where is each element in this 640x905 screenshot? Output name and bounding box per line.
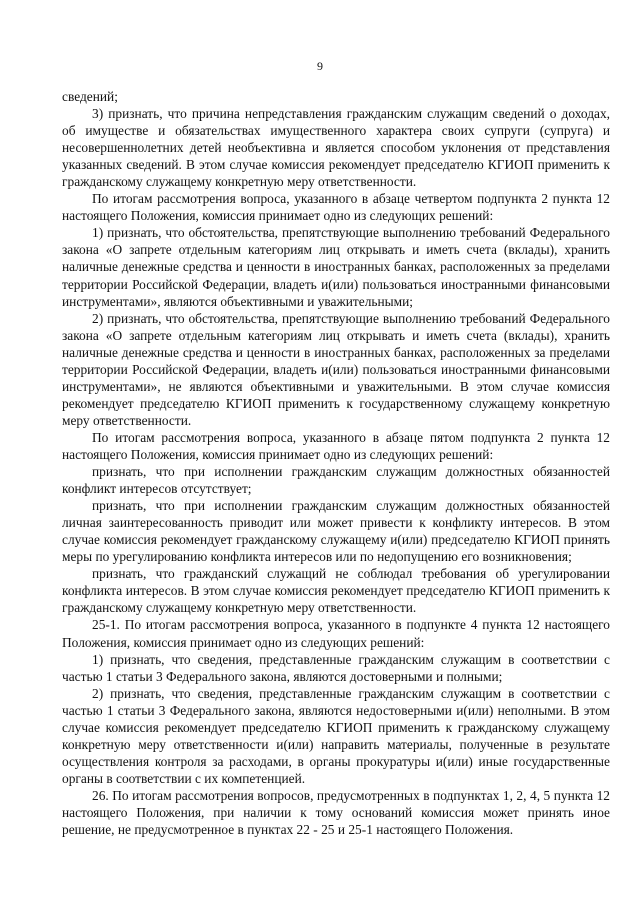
- page-number: 9: [317, 59, 323, 73]
- document-body: [62, 88, 610, 838]
- paragraph-1: сведений;: [62, 89, 118, 104]
- paragraph-7: признать, что при исполнении гражданским служащим должностных обязанностей конфликт интересов отсутствует;: [62, 464, 610, 497]
- paragraph-13: 26. По итогам рассмотрения вопросов, предусмотренных в подпунктах 1, 2, 4, 5 пункта 12 настоящего Положения, при наличии к тому оснований комиссия может принять иное решение, не предусмотренное в пунктах 22 - 25 и 25-1 настоящего Положения.: [62, 787, 610, 838]
- paragraph-9: признать, что гражданский служащий не соблюдал требования об урегулировании конфликта интересов. В этом случае комиссия рекомендует председателю КГИОП применить к гражданскому служащему конкретную меру ответственности.: [62, 566, 610, 616]
- paragraph-5: 2) признать, что обстоятельства, препятствующие выполнению требований Федерального закона «О запрете отдельным категориям лиц открывать и иметь счета (вклады), хранить наличные денежные средства и ценности в иностранных банках, расположенных за пределами территории Российской Федерации, владеть и(или) пользоваться иностранными финансовыми инструментами», не являются объективными и уважительными. В этом случае комиссия рекомендует председателю КГИОП применить к государственному служащему конкретную меру ответственности.: [62, 310, 610, 428]
- paragraph-4: 1) признать, что обстоятельства, препятствующие выполнению требований Федерального закона «О запрете отдельным категориям лиц открывать и иметь счета (вклады), хранить наличные денежные средства и ценности в иностранных банках, расположенных за пределами территории Российской Федерации, владеть и(или) пользоваться иностранными финансовыми инструментами», являются объективными и уважительными;: [62, 225, 610, 309]
- paragraph-12: 2) признать, что сведения, представленные гражданским служащим в соответствии с частью 1 статьи 3 Федерального закона, являются недостоверными и(или) неполными. В этом случае комиссия рекомендует председателю КГИОП применить к гражданскому служащему конкретную меру ответственности и(или) направить материалы, полученные в результате осуществления контроля за расходами, в органы прокуратуры и(или) иные государственные органы в соответствии с их компетенцией.: [62, 685, 610, 786]
- paragraph-3: По итогам рассмотрения вопроса, указанного в абзаце четвертом подпункта 2 пункта 12 настоящего Положения, комиссия принимает одно из следующих решений:: [62, 191, 610, 224]
- paragraph-2: 3) признать, что причина непредставления гражданским служащим сведений о доходах, об имуществе и обязательствах имущественного характера своих супруги (супруга) и несовершеннолетних детей необъективна и является способом уклонения от представления указанных сведений. В этом случае комиссия рекомендует председателю КГИОП применить к гражданскому служащему конкретную меру ответственности.: [62, 106, 610, 190]
- paragraph-10: 25-1. По итогам рассмотрения вопроса, указанного в подпункте 4 пункта 12 настоящего Положения, комиссия принимает одно из следующих решений:: [62, 617, 610, 650]
- paragraph-6: По итогам рассмотрения вопроса, указанного в абзаце пятом подпункта 2 пункта 12 настоящего Положения, комиссия принимает одно из следующих решений:: [62, 429, 610, 462]
- paragraph-11: 1) признать, что сведения, представленные гражданским служащим в соответствии с частью 1 статьи 3 Федерального закона, являются достоверными и полными;: [62, 651, 610, 684]
- paragraph-8: признать, что при исполнении гражданским служащим должностных обязанностей личная заинтересованность приводит или может привести к конфликту интересов. В этом случае комиссия рекомендует гражданскому служащему и(или) председателю КГИОП принять меры по урегулированию конфликта интересов или по недопущению его возникновения;: [62, 498, 610, 565]
